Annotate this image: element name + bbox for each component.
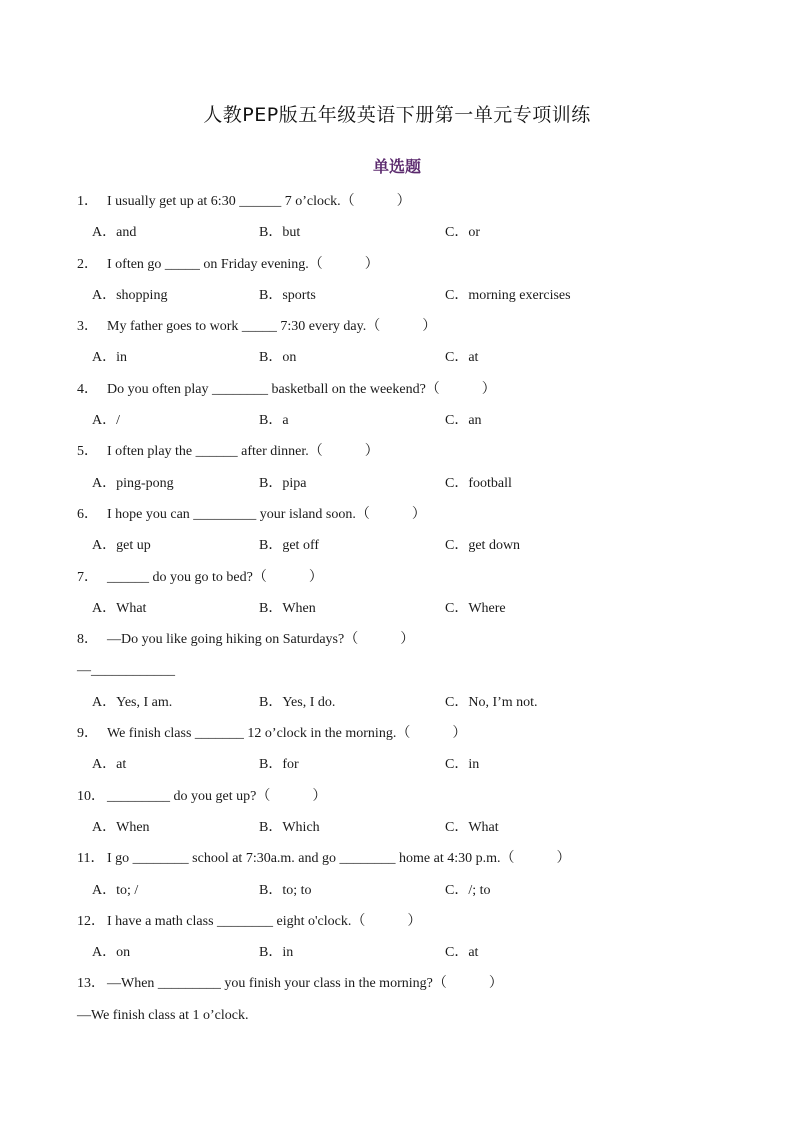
question-line — [0, 186, 794, 217]
option-b[interactable]: B．in — [259, 945, 294, 961]
option-c[interactable]: C．What — [445, 819, 499, 835]
question-line — [0, 436, 794, 467]
option-a[interactable]: A．Yes, I am. — [92, 694, 173, 710]
option-b[interactable]: B．on — [259, 350, 297, 366]
question-text: I hope you can _________ your island soon.（ ） — [107, 506, 426, 522]
options-line — [0, 749, 794, 780]
option-b[interactable]: B．but — [259, 225, 301, 241]
question-line — [0, 843, 794, 874]
question-number: 12． — [77, 913, 105, 929]
question-line — [0, 624, 794, 655]
options-line — [0, 217, 794, 248]
question-text: I usually get up at 6:30 ______ 7 o’clock.（ ） — [107, 194, 411, 209]
options-line — [0, 937, 794, 968]
question-text: We finish class _______ 12 o’clock in the morning.（ ） — [107, 726, 467, 742]
question-line — [0, 906, 794, 937]
options-line — [0, 342, 794, 373]
question-text: _________ do you get up?（ ） — [107, 788, 327, 804]
option-c[interactable]: C．get down — [445, 538, 521, 554]
option-c[interactable]: C．No, I’m not. — [445, 694, 538, 710]
option-b[interactable]: B．Yes, I do. — [259, 694, 336, 710]
option-a[interactable]: A．What — [92, 600, 147, 616]
question-text: I go ________ school at 7:30a.m. and go ________ home at 4:30 p.m.（ ） — [107, 851, 571, 867]
question-number: 7． — [77, 569, 98, 585]
options-line — [0, 687, 794, 718]
option-a[interactable]: A．shopping — [92, 287, 168, 303]
options-line — [0, 468, 794, 499]
option-b[interactable]: B．get off — [259, 538, 320, 554]
option-b[interactable]: B．a — [259, 413, 289, 429]
answer-line: —We finish class at 1 o’clock. — [77, 1007, 249, 1023]
option-c[interactable]: C．morning exercises — [445, 287, 571, 303]
question-text: I have a math class ________ eight o'clock.（ ） — [107, 913, 422, 929]
question-number: 8． — [77, 632, 98, 648]
option-c[interactable]: C．at — [445, 945, 479, 961]
option-a[interactable]: A．in — [92, 350, 127, 366]
option-b[interactable]: B．sports — [259, 287, 316, 303]
question-text: —Do you like going hiking on Saturdays?（ ） — [107, 632, 415, 648]
question-text: I often play the ______ after dinner.（ ） — [107, 444, 379, 460]
question-line — [0, 562, 794, 593]
option-b[interactable]: B．When — [259, 600, 316, 616]
question-list — [0, 186, 794, 1031]
options-line — [0, 405, 794, 436]
question-text: ______ do you go to bed?（ ） — [107, 569, 323, 585]
option-c[interactable]: C．at — [445, 350, 479, 366]
question-number: 2． — [77, 256, 98, 272]
question-number: 10． — [77, 788, 105, 804]
question-line — [0, 374, 794, 405]
options-line — [0, 530, 794, 561]
option-a[interactable]: A．and — [92, 225, 137, 241]
options-line — [0, 875, 794, 906]
question-number: 11． — [77, 851, 105, 867]
option-c[interactable]: C．or — [445, 225, 480, 241]
options-line — [0, 812, 794, 843]
page-title: 人教PEP版五年级英语下册第一单元专项训练 — [203, 104, 591, 126]
question-number: 13． — [77, 976, 105, 992]
option-c[interactable]: C．/; to — [445, 882, 491, 898]
option-a[interactable]: A．ping-pong — [92, 475, 174, 491]
option-a[interactable]: A．on — [92, 945, 131, 961]
option-a[interactable]: A．to; / — [92, 882, 139, 898]
section-title: 单选题 — [372, 157, 421, 176]
option-a[interactable]: A．When — [92, 819, 150, 835]
question-number: 9． — [77, 726, 98, 742]
option-b[interactable]: B．to; to — [259, 882, 312, 898]
options-line — [0, 593, 794, 624]
question-number: 6． — [77, 506, 98, 522]
question-continuation-line — [0, 655, 794, 686]
question-number: 5． — [77, 444, 98, 460]
question-text: Do you often play ________ basketball on the weekend?（ ） — [107, 381, 496, 397]
question-continuation-line — [0, 1000, 794, 1031]
question-text: My father goes to work _____ 7:30 every day.（ ） — [107, 319, 437, 335]
question-text: —When _________ you finish your class in the morning?（ ） — [107, 976, 503, 992]
question-line — [0, 499, 794, 530]
option-a[interactable]: A．at — [92, 757, 127, 773]
option-a[interactable]: A．/ — [92, 413, 120, 429]
option-c[interactable]: C．an — [445, 413, 482, 429]
options-line — [0, 280, 794, 311]
question-line — [0, 781, 794, 812]
question-number: 1． — [77, 194, 98, 209]
option-b[interactable]: B．for — [259, 757, 299, 773]
question-number: 3． — [77, 319, 98, 335]
option-c[interactable]: C．football — [445, 475, 512, 491]
question-text: I often go _____ on Friday evening.（ ） — [107, 256, 379, 272]
option-a[interactable]: A．get up — [92, 538, 151, 554]
question-line — [0, 718, 794, 749]
option-b[interactable]: B．pipa — [259, 475, 307, 491]
option-b[interactable]: B．Which — [259, 819, 320, 835]
question-line — [0, 968, 794, 999]
option-c[interactable]: C．in — [445, 757, 480, 773]
answer-line: —____________ — [77, 663, 175, 679]
question-line — [0, 311, 794, 342]
question-line — [0, 249, 794, 280]
option-c[interactable]: C．Where — [445, 600, 506, 616]
question-number: 4． — [77, 381, 98, 397]
